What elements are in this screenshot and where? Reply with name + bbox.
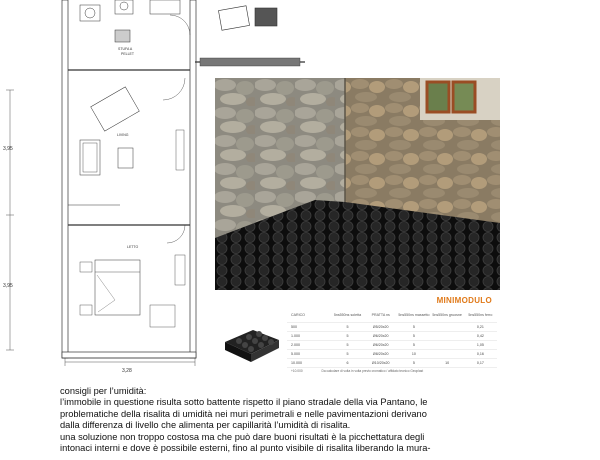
advice-line: una soluzione non troppo costosa ma che può dare buoni risultati è la picchettatura degli bbox=[60, 431, 425, 442]
room-label: STUFA A bbox=[118, 47, 133, 51]
floor-plan bbox=[0, 0, 215, 380]
advice-line: intonaci interni e dove è possibile esterni, fino al punto visibile di risalita liberando la mura- bbox=[60, 443, 431, 454]
table-cell: 5 bbox=[412, 343, 415, 347]
advice-heading: consigli per l’umidità: bbox=[60, 386, 147, 396]
product-name: MINIMODULO bbox=[436, 296, 492, 305]
table-cell: 5 bbox=[346, 352, 349, 356]
table-row bbox=[287, 332, 497, 341]
table-cell: Ø5/20x20 bbox=[372, 325, 389, 329]
room-label: LETTO bbox=[127, 245, 139, 249]
dimension-label: 3,28 bbox=[122, 368, 132, 374]
floor-plan-detail bbox=[195, 0, 305, 75]
table-cell: 5 bbox=[412, 334, 415, 338]
table-row bbox=[287, 323, 497, 332]
product-illustration bbox=[221, 324, 283, 366]
table-cell: Ø6/20x20 bbox=[372, 343, 389, 347]
table-cell: 5 bbox=[346, 325, 349, 329]
table-cell: 6 bbox=[346, 361, 349, 365]
table-cell: 1.000 bbox=[291, 334, 300, 338]
column-header: PRATTA ns bbox=[371, 313, 390, 317]
product-table bbox=[287, 308, 497, 373]
product-panel bbox=[215, 290, 500, 380]
table-cell: 5 bbox=[346, 343, 349, 347]
table-footer bbox=[287, 369, 497, 373]
column-header: 5ns550ns gruosne bbox=[432, 313, 462, 317]
dimension-label: 3,95 bbox=[3, 283, 13, 289]
advice-line: problematiche della risalita di umidità nei muri perimetrali e nelle pavimentazioni derivano bbox=[60, 408, 427, 419]
table-cell: 1,05 bbox=[476, 343, 484, 347]
site-photo bbox=[215, 78, 500, 290]
room-label: LIVING bbox=[117, 133, 129, 137]
table-cell: 0,21 bbox=[476, 325, 484, 329]
table-cell: 5 bbox=[412, 361, 415, 365]
table-cell: Ø10/20x20 bbox=[371, 361, 390, 365]
table-cell: 0,17 bbox=[476, 361, 484, 365]
table-row bbox=[287, 350, 497, 359]
table-cell: 0,42 bbox=[476, 334, 484, 338]
table-cell: 500 bbox=[291, 325, 297, 329]
column-header: CARICO bbox=[291, 313, 305, 317]
room-label: PELLET bbox=[121, 52, 135, 56]
table-cell: 10 bbox=[411, 352, 416, 356]
table-cell: 5 bbox=[346, 334, 349, 338]
column-header: 5ns550ns soletta bbox=[333, 313, 362, 317]
table-footer-load: +10.000 bbox=[291, 369, 303, 373]
table-cell: Ø6/20x20 bbox=[372, 334, 389, 338]
advice-line: dalla differenza di livello che alimenta per capillarità l’umidità di risalita. bbox=[60, 420, 351, 431]
table-header-row bbox=[287, 308, 497, 323]
table-cell: 5 bbox=[412, 325, 415, 329]
column-header: 5ns550ns ferro bbox=[468, 313, 493, 317]
table-cell: 10 bbox=[445, 361, 450, 365]
table-footer-note: Da calcolare di volta in volta previo cromatico / affidato tecnico Geoplast bbox=[321, 369, 424, 373]
column-header: 5ns550ns massetto bbox=[398, 313, 430, 317]
table-cell: Ø8/20x20 bbox=[372, 352, 389, 356]
dimension-label: 3,95 bbox=[3, 146, 13, 152]
advice-line: l’immobile in questione risulta sotto battente rispetto il piano stradale della via Pantano, le bbox=[60, 397, 428, 408]
table-cell: 2.000 bbox=[291, 343, 300, 347]
table-cell: 5.000 bbox=[291, 352, 300, 356]
table-cell: 10.000 bbox=[291, 361, 302, 365]
table-cell: 0,16 bbox=[476, 352, 484, 356]
advice-text bbox=[60, 386, 580, 454]
table-row bbox=[287, 341, 497, 350]
table-row bbox=[287, 359, 497, 368]
